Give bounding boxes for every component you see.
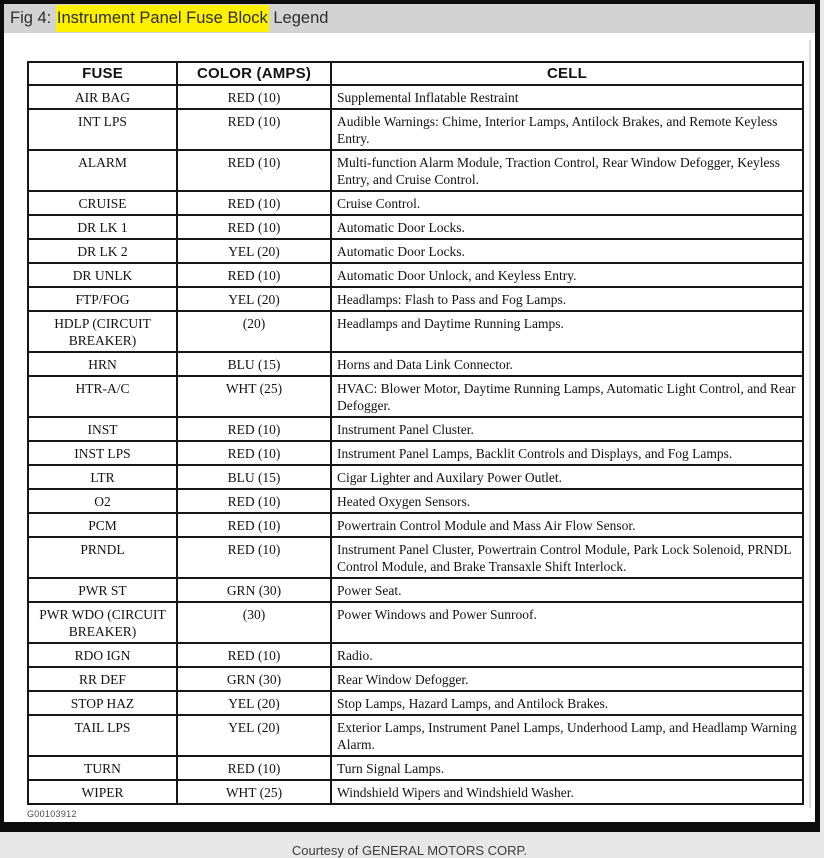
color-cell: GRN (30) [177, 667, 331, 691]
column-header-color: COLOR (AMPS) [177, 62, 331, 85]
color-cell: YEL (20) [177, 239, 331, 263]
color-cell: (20) [177, 311, 331, 352]
desc-cell: Cruise Control. [331, 191, 803, 215]
color-cell: RED (10) [177, 537, 331, 578]
desc-cell: Horns and Data Link Connector. [331, 352, 803, 376]
table-row [28, 352, 803, 376]
fuse-cell: DR LK 2 [28, 239, 177, 263]
fuse-cell: STOP HAZ [28, 691, 177, 715]
figure-title-highlight: Instrument Panel Fuse Block [56, 5, 269, 32]
fuse-cell: LTR [28, 465, 177, 489]
table-row [28, 417, 803, 441]
desc-cell: Supplemental Inflatable Restraint [331, 85, 803, 109]
table-row [28, 215, 803, 239]
color-cell: GRN (30) [177, 578, 331, 602]
table-row [28, 643, 803, 667]
table-row [28, 85, 803, 109]
color-cell: RED (10) [177, 109, 331, 150]
table-row [28, 287, 803, 311]
color-cell: YEL (20) [177, 715, 331, 756]
color-cell: RED (10) [177, 85, 331, 109]
desc-cell: Headlamps and Daytime Running Lamps. [331, 311, 803, 352]
figure-title-prefix: Fig 4: [10, 9, 56, 27]
color-cell: RED (10) [177, 191, 331, 215]
fuse-cell: TAIL LPS [28, 715, 177, 756]
desc-cell: Powertrain Control Module and Mass Air Flow Sensor. [331, 513, 803, 537]
desc-cell: Rear Window Defogger. [331, 667, 803, 691]
desc-cell: Stop Lamps, Hazard Lamps, and Antilock Brakes. [331, 691, 803, 715]
table-row [28, 239, 803, 263]
table-row [28, 263, 803, 287]
color-cell: RED (10) [177, 215, 331, 239]
fuse-cell: HRN [28, 352, 177, 376]
color-cell: WHT (25) [177, 376, 331, 417]
figure-title-bar [4, 4, 815, 33]
desc-cell: Radio. [331, 643, 803, 667]
desc-cell: Automatic Door Locks. [331, 239, 803, 263]
fuse-cell: O2 [28, 489, 177, 513]
desc-cell: Automatic Door Unlock, and Keyless Entry. [331, 263, 803, 287]
table-row [28, 691, 803, 715]
desc-cell: Windshield Wipers and Windshield Washer. [331, 780, 803, 804]
color-cell: RED (10) [177, 643, 331, 667]
desc-cell: Automatic Door Locks. [331, 215, 803, 239]
table-row [28, 578, 803, 602]
table-row [28, 602, 803, 643]
courtesy-note: Courtesy of GENERAL MOTORS CORP. [291, 843, 528, 858]
color-cell: RED (10) [177, 441, 331, 465]
fuse-cell: HDLP (CIRCUIT BREAKER) [28, 311, 177, 352]
fuse-cell: RDO IGN [28, 643, 177, 667]
desc-cell: Headlamps: Flash to Pass and Fog Lamps. [331, 287, 803, 311]
fuse-cell: DR UNLK [28, 263, 177, 287]
table-row [28, 376, 803, 417]
desc-cell: HVAC: Blower Motor, Daytime Running Lamps, Automatic Light Control, and Rear Defogger. [331, 376, 803, 417]
table-row [28, 311, 803, 352]
desc-cell: Heated Oxygen Sensors. [331, 489, 803, 513]
fuse-legend-table [27, 61, 804, 805]
color-cell: RED (10) [177, 417, 331, 441]
table-row [28, 109, 803, 150]
table-row [28, 513, 803, 537]
color-cell: BLU (15) [177, 465, 331, 489]
column-header-fuse: FUSE [28, 62, 177, 85]
figure-title-suffix: Legend [268, 9, 329, 27]
fuse-cell: PWR WDO (CIRCUIT BREAKER) [28, 602, 177, 643]
figure-id-label: G00103912 [27, 809, 77, 819]
fuse-cell: RR DEF [28, 667, 177, 691]
fuse-cell: INST [28, 417, 177, 441]
fuse-cell: TURN [28, 756, 177, 780]
color-cell: RED (10) [177, 263, 331, 287]
desc-cell: Turn Signal Lamps. [331, 756, 803, 780]
color-cell: RED (10) [177, 150, 331, 191]
desc-cell: Instrument Panel Cluster, Powertrain Control Module, Park Lock Solenoid, PRNDL Control Module, and Brake Transaxle Shift Interlock. [331, 537, 803, 578]
desc-cell: Power Seat. [331, 578, 803, 602]
color-cell: RED (10) [177, 489, 331, 513]
desc-cell: Cigar Lighter and Auxilary Power Outlet. [331, 465, 803, 489]
desc-cell: Instrument Panel Lamps, Backlit Controls and Displays, and Fog Lamps. [331, 441, 803, 465]
fuse-cell: DR LK 1 [28, 215, 177, 239]
fuse-cell: WIPER [28, 780, 177, 804]
color-cell: YEL (20) [177, 691, 331, 715]
table-row [28, 756, 803, 780]
fuse-cell: CRUISE [28, 191, 177, 215]
table-row [28, 150, 803, 191]
table-row [28, 780, 803, 804]
desc-cell: Multi-function Alarm Module, Traction Control, Rear Window Defogger, Keyless Entry, and Cruise Control. [331, 150, 803, 191]
color-cell: (30) [177, 602, 331, 643]
color-cell: BLU (15) [177, 352, 331, 376]
fuse-cell: PCM [28, 513, 177, 537]
fuse-cell: PRNDL [28, 537, 177, 578]
table-row [28, 191, 803, 215]
table-row [28, 465, 803, 489]
fuse-table-body [28, 85, 803, 804]
fuse-cell: INST LPS [28, 441, 177, 465]
fuse-cell: HTR-A/C [28, 376, 177, 417]
table-row [28, 441, 803, 465]
table-row [28, 537, 803, 578]
fuse-cell: AIR BAG [28, 85, 177, 109]
column-header-cell: CELL [331, 62, 803, 85]
fuse-cell: PWR ST [28, 578, 177, 602]
color-cell: RED (10) [177, 756, 331, 780]
desc-cell: Power Windows and Power Sunroof. [331, 602, 803, 643]
scan-page-edge [809, 40, 811, 808]
fuse-cell: FTP/FOG [28, 287, 177, 311]
desc-cell: Audible Warnings: Chime, Interior Lamps, Antilock Brakes, and Remote Keyless Entry. [331, 109, 803, 150]
fuse-cell: ALARM [28, 150, 177, 191]
table-row [28, 489, 803, 513]
color-cell: RED (10) [177, 513, 331, 537]
table-row [28, 667, 803, 691]
table-row [28, 715, 803, 756]
fuse-cell: INT LPS [28, 109, 177, 150]
color-cell: YEL (20) [177, 287, 331, 311]
table-header-row [28, 62, 803, 85]
desc-cell: Exterior Lamps, Instrument Panel Lamps, Underhood Lamp, and Headlamp Warning Alarm. [331, 715, 803, 756]
color-cell: WHT (25) [177, 780, 331, 804]
desc-cell: Instrument Panel Cluster. [331, 417, 803, 441]
